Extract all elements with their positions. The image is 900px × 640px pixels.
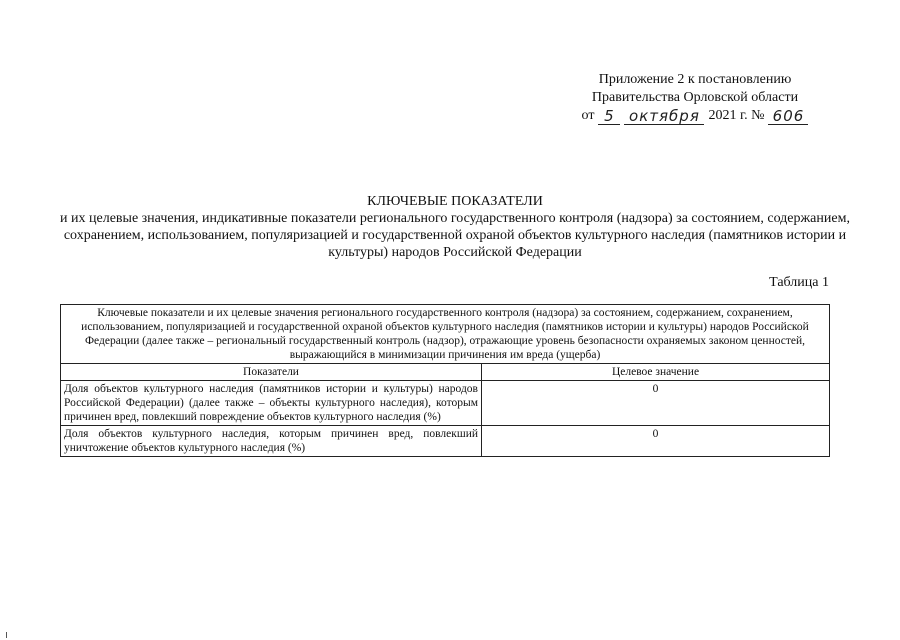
table-row (61, 426, 830, 457)
row-indicator: Доля объектов культурного наследия (памятников истории и культуры) народов Российской Федерации) (далее также – объекты культурного наследия), которым причинен вред, повлекший повреждение объектов культурного наследия (%) (61, 381, 482, 426)
appendix-date-line (560, 107, 830, 125)
table-label: Таблица 1 (769, 275, 829, 290)
handwritten-document-number: 606 (768, 108, 808, 125)
document-title (40, 193, 870, 261)
title-subtitle: и их целевые значения, индикативные показатели регионального государственного контроля (надзора) за состоянием, содержанием, сохранением, использованием, популяризацией и государственной охраной объектов культурного наследия (памятников истории и культуры) народов Российской Федерации (60, 211, 850, 260)
row-value: 0 (482, 426, 830, 457)
title-caps: КЛЮЧЕВЫЕ ПОКАЗАТЕЛИ (367, 194, 543, 209)
table-header-row (61, 305, 830, 364)
handwritten-day: 5 (598, 108, 620, 125)
scan-mark (6, 632, 7, 638)
table-column-heads (61, 364, 830, 381)
row-indicator: Доля объектов культурного наследия, которым причинен вред, повлекший уничтожение объектов культурного наследия (%) (61, 426, 482, 457)
row-value: 0 (482, 381, 830, 426)
handwritten-month: октября (624, 108, 704, 125)
appendix-block (560, 71, 830, 125)
column-head-indicator: Показатели (61, 364, 482, 381)
indicators-table (60, 304, 830, 457)
column-head-value: Целевое значение (482, 364, 830, 381)
appendix-line-2: Правительства Орловской области (591, 90, 799, 105)
date-prefix: от (581, 108, 595, 123)
date-year-and-number-label: 2021 г. № (708, 108, 765, 123)
appendix-line-1: Приложение 2 к постановлению (598, 72, 792, 87)
table-header-cell: Ключевые показатели и их целевые значения регионального государственного контроля (надзора) за состоянием, содержанием, сохранением, использованием, популяризацией и государственной охраной объектов культурного наследия (памятников истории и культуры) народов Российской Федерации (далее также – региональный государственный контроль (надзор), отражающие уровень безопасности охраняемых законом ценностей, выражающийся в минимизации причинения им вреда (ущерба) (61, 305, 830, 364)
table-row (61, 381, 830, 426)
